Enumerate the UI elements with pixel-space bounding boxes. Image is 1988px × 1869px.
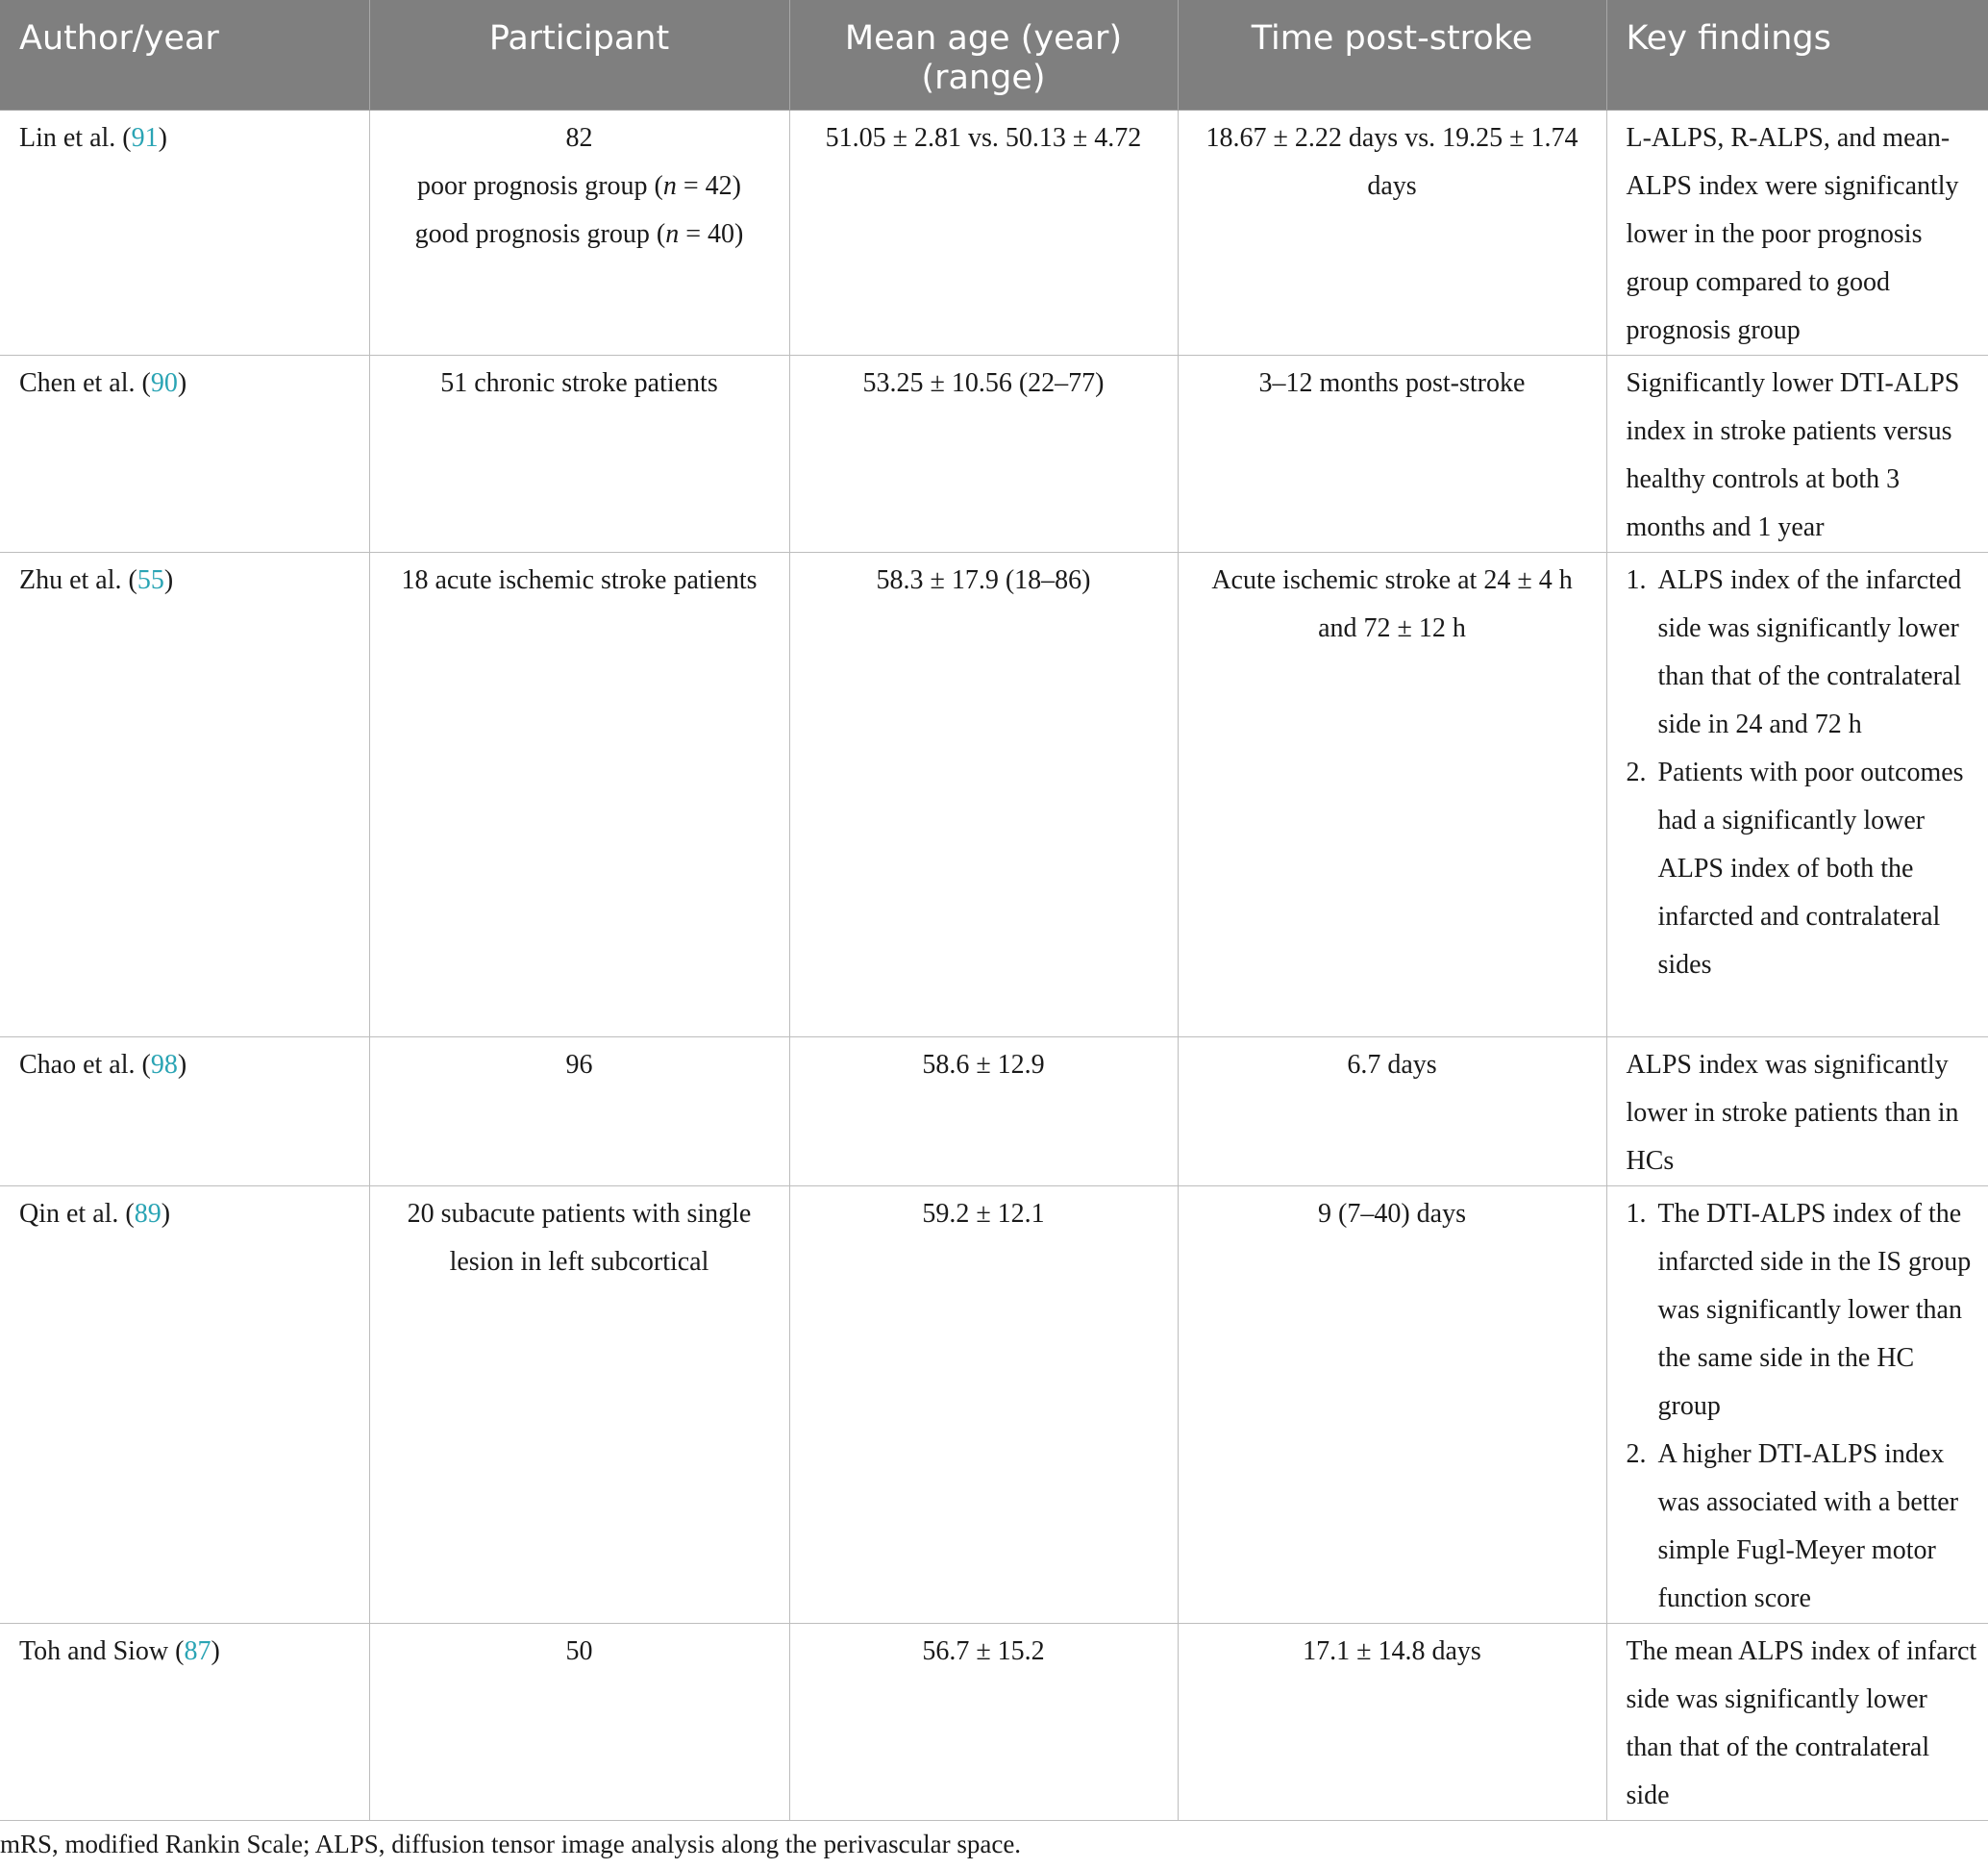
key-findings-cell (1606, 1185, 1988, 1623)
findings-list-item (1627, 557, 1979, 749)
author-close: ) (177, 367, 187, 398)
table-row (0, 1036, 1988, 1185)
findings-list-item (1627, 1431, 1979, 1623)
time-post-stroke-cell: 3–12 months post-stroke (1178, 355, 1606, 552)
findings-item-text: Patients with poor outcomes had a significantly lower ALPS index of both the infarcted and contralateral sides (1657, 757, 1964, 980)
mean-age-cell: 53.25 ± 10.56 (22–77) (789, 355, 1178, 552)
header-participant: Participant (369, 0, 789, 110)
table-row (0, 552, 1988, 1036)
table-row (0, 1623, 1988, 1820)
author-close: ) (161, 1198, 171, 1229)
author-cell (0, 355, 369, 552)
mean-age-cell: 59.2 ± 12.1 (789, 1185, 1178, 1623)
reference-link[interactable]: 98 (150, 1049, 178, 1080)
author-name: Toh and Siow ( (19, 1635, 185, 1666)
table-body (0, 110, 1988, 1820)
table-row (0, 1185, 1988, 1623)
key-findings-cell: The mean ALPS index of infarct side was significantly lower than that of the contralateral side (1606, 1623, 1988, 1820)
findings-item-text: The DTI-ALPS index of the infarcted side in the IS group was significantly lower than the same side in the HC group (1657, 1198, 1972, 1421)
time-post-stroke-cell: Acute ischemic stroke at 24 ± 4 h and 72 ± 12 h (1178, 552, 1606, 1036)
header-mean-age: Mean age (year) (range) (789, 0, 1178, 110)
table-row (0, 110, 1988, 355)
reference-link[interactable]: 91 (131, 122, 159, 153)
findings-list (1627, 557, 1979, 989)
participant-group-label: good prognosis group ( (414, 218, 666, 249)
author-name: Qin et al. ( (19, 1198, 135, 1229)
participant-group-n: n (665, 218, 680, 249)
author-close: ) (177, 1049, 187, 1080)
header-row (0, 0, 1988, 110)
participant-cell (369, 110, 789, 355)
participant-group-count: = 40) (679, 218, 744, 249)
reference-link[interactable]: 89 (134, 1198, 162, 1229)
author-name: Zhu et al. ( (19, 564, 137, 595)
participant-group-n: n (662, 170, 677, 201)
author-name: Chao et al. ( (19, 1049, 151, 1080)
participant-cell: 51 chronic stroke patients (369, 355, 789, 552)
author-cell (0, 110, 369, 355)
header-author-year: Author/year (0, 0, 369, 110)
participant-total: 82 (565, 122, 593, 153)
table-row (0, 355, 1988, 552)
mean-age-cell: 56.7 ± 15.2 (789, 1623, 1178, 1820)
participant-cell: 20 subacute patients with single lesion in left subcortical (369, 1185, 789, 1623)
key-findings-cell: L-ALPS, R-ALPS, and mean-ALPS index were significantly lower in the poor prognosis group compared to good prognosis group (1606, 110, 1988, 355)
findings-item-number: 2. (1626, 1438, 1647, 1469)
mean-age-cell: 51.05 ± 2.81 vs. 50.13 ± 4.72 (789, 110, 1178, 355)
participant-group-label: poor prognosis group ( (417, 170, 663, 201)
author-close: ) (211, 1635, 220, 1666)
author-cell (0, 552, 369, 1036)
findings-list-item (1627, 1190, 1979, 1431)
time-post-stroke-cell: 17.1 ± 14.8 days (1178, 1623, 1606, 1820)
reference-link[interactable]: 90 (150, 367, 178, 398)
table-header (0, 0, 1988, 110)
findings-list-item (1627, 749, 1979, 989)
findings-item-text: A higher DTI-ALPS index was associated with a better simple Fugl-Meyer motor function score (1657, 1438, 1959, 1613)
reference-link[interactable]: 87 (184, 1635, 211, 1666)
key-findings-cell: ALPS index was significantly lower in stroke patients than in HCs (1606, 1036, 1988, 1185)
findings-item-number: 1. (1626, 564, 1647, 595)
author-cell (0, 1185, 369, 1623)
findings-item-text: ALPS index of the infarcted side was significantly lower than that of the contralateral side in 24 and 72 h (1657, 564, 1962, 739)
participant-group (384, 211, 776, 259)
author-close: ) (158, 122, 167, 153)
header-key-findings: Key findings (1606, 0, 1988, 110)
table-footnote: mRS, modified Rankin Scale; ALPS, diffusion tensor image analysis along the perivascular space. (0, 1830, 1022, 1858)
findings-item-number: 2. (1626, 757, 1647, 787)
key-findings-cell: Significantly lower DTI-ALPS index in stroke patients versus healthy controls at both 3 months and 1 year (1606, 355, 1988, 552)
key-findings-cell (1606, 552, 1988, 1036)
author-name: Chen et al. ( (19, 367, 151, 398)
author-close: ) (163, 564, 174, 595)
participant-cell: 18 acute ischemic stroke patients (369, 552, 789, 1036)
mean-age-cell: 58.3 ± 17.9 (18–86) (789, 552, 1178, 1036)
participant-cell: 96 (369, 1036, 789, 1185)
participant-group-count: = 42) (676, 170, 741, 201)
mean-age-cell: 58.6 ± 12.9 (789, 1036, 1178, 1185)
time-post-stroke-cell: 9 (7–40) days (1178, 1185, 1606, 1623)
header-time-post-stroke: Time post-stroke (1178, 0, 1606, 110)
time-post-stroke-cell: 6.7 days (1178, 1036, 1606, 1185)
findings-list (1627, 1190, 1979, 1623)
findings-item-number: 1. (1626, 1198, 1647, 1229)
participant-group (384, 162, 776, 211)
author-cell (0, 1036, 369, 1185)
reference-link[interactable]: 55 (137, 564, 164, 595)
participant-cell: 50 (369, 1623, 789, 1820)
author-cell (0, 1623, 369, 1820)
author-name: Lin et al. ( (19, 122, 132, 153)
time-post-stroke-cell: 18.67 ± 2.22 days vs. 19.25 ± 1.74 days (1178, 110, 1606, 355)
